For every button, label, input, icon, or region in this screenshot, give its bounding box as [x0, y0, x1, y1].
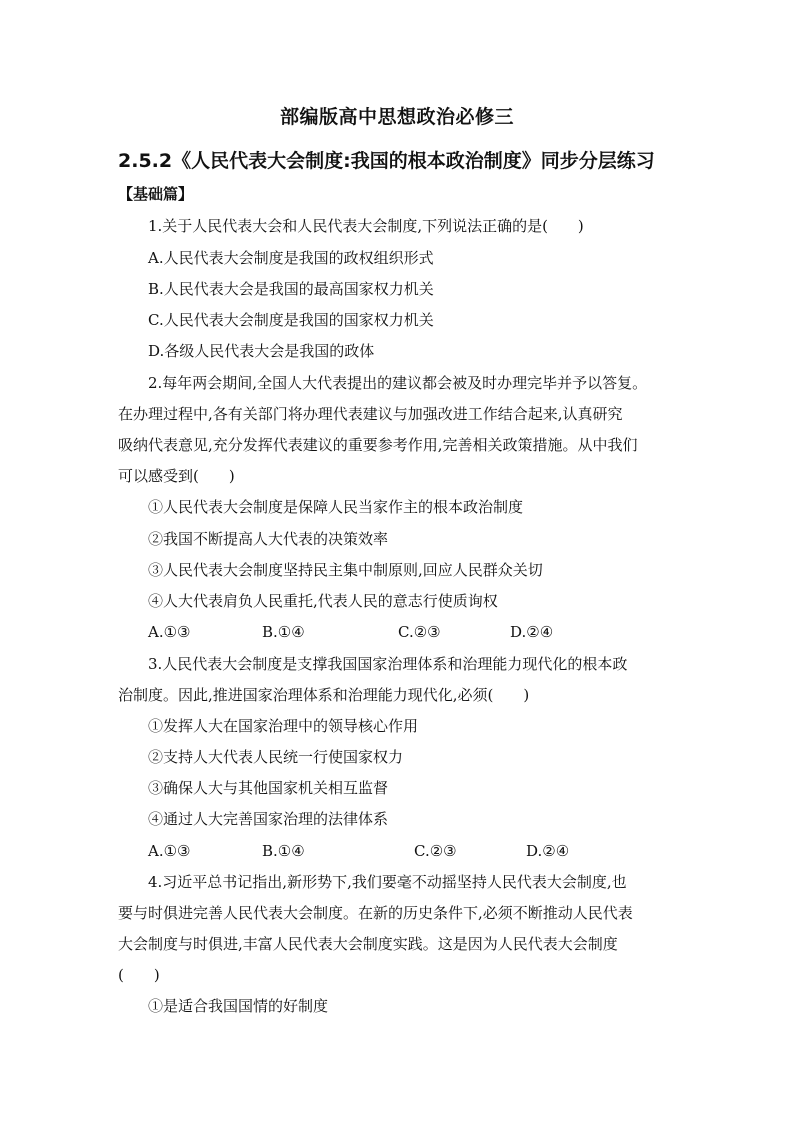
- question-1-stem: 1.关于人民代表大会和人民代表大会制度,下列说法正确的是( ): [148, 217, 584, 235]
- question-2-choice-b: B.①④: [262, 623, 305, 641]
- question-2-item-2: ②我国不断提高人大代表的决策效率: [148, 530, 389, 548]
- question-4-stem-line: 4.习近平总书记指出,新形势下,我们要毫不动摇坚持人民代表大会制度,也: [148, 873, 627, 891]
- document-subtitle: 2.5.2《人民代表大会制度:我国的根本政治制度》同步分层练习: [118, 150, 655, 172]
- question-3-choice-a: A.①③: [148, 842, 191, 860]
- question-4-stem-line: 要与时俱进完善人民代表大会制度。在新的历史条件下,必须不断推动人民代表: [118, 904, 633, 922]
- question-2-choice-a: A.①③: [148, 623, 191, 641]
- question-3-choice-c: C.②③: [414, 842, 457, 860]
- question-3-item-3: ③确保人大与其他国家机关相互监督: [148, 779, 389, 797]
- question-3-item-4: ④通过人大完善国家治理的法律体系: [148, 810, 389, 828]
- question-1-option-c: C.人民代表大会制度是我国的国家权力机关: [148, 311, 434, 329]
- question-4-item-1: ①是适合我国国情的好制度: [148, 997, 329, 1015]
- question-4-stem-line: ( ): [118, 966, 160, 984]
- question-3-choice-d: D.②④: [526, 842, 570, 860]
- question-1-option-d: D.各级人民代表大会是我国的政体: [148, 342, 375, 360]
- question-2-stem-line: 吸纳代表意见,充分发挥代表建议的重要参考作用,完善相关政策措施。从中我们: [118, 436, 638, 454]
- question-3-stem-line: 3.人民代表大会制度是支撑我国国家治理体系和治理能力现代化的根本政: [148, 655, 628, 673]
- question-2-item-3: ③人民代表大会制度坚持民主集中制原则,回应人民群众关切: [148, 561, 543, 579]
- question-2-choice-c: C.②③: [398, 623, 441, 641]
- question-2-item-4: ④人大代表肩负人民重托,代表人民的意志行使质询权: [148, 592, 498, 610]
- question-3-item-1: ①发挥人大在国家治理中的领导核心作用: [148, 717, 419, 735]
- document-title: 部编版高中思想政治必修三: [279, 106, 514, 128]
- section-heading: 【基础篇】: [118, 185, 194, 203]
- question-3-choice-b: B.①④: [262, 842, 305, 860]
- question-2-stem-line: 2.每年两会期间,全国人大代表提出的建议都会被及时办理完毕并予以答复。: [148, 374, 648, 392]
- question-1-option-b: B.人民代表大会是我国的最高国家权力机关: [148, 280, 434, 298]
- question-2-item-1: ①人民代表大会制度是保障人民当家作主的根本政治制度: [148, 498, 524, 516]
- question-1-option-a: A.人民代表大会制度是我国的政权组织形式: [148, 249, 434, 267]
- question-2-choice-d: D.②④: [510, 623, 554, 641]
- question-4-stem-line: 大会制度与时俱进,丰富人民代表大会制度实践。这是因为人民代表大会制度: [118, 935, 618, 953]
- question-3-item-2: ②支持人大代表人民统一行使国家权力: [148, 748, 404, 766]
- question-2-stem-line: 在办理过程中,各有关部门将办理代表建议与加强改进工作结合起来,认真研究: [118, 405, 623, 423]
- question-2-stem-line: 可以感受到( ): [118, 467, 235, 485]
- question-3-stem-line: 治制度。因此,推进国家治理体系和治理能力现代化,必须( ): [118, 686, 530, 704]
